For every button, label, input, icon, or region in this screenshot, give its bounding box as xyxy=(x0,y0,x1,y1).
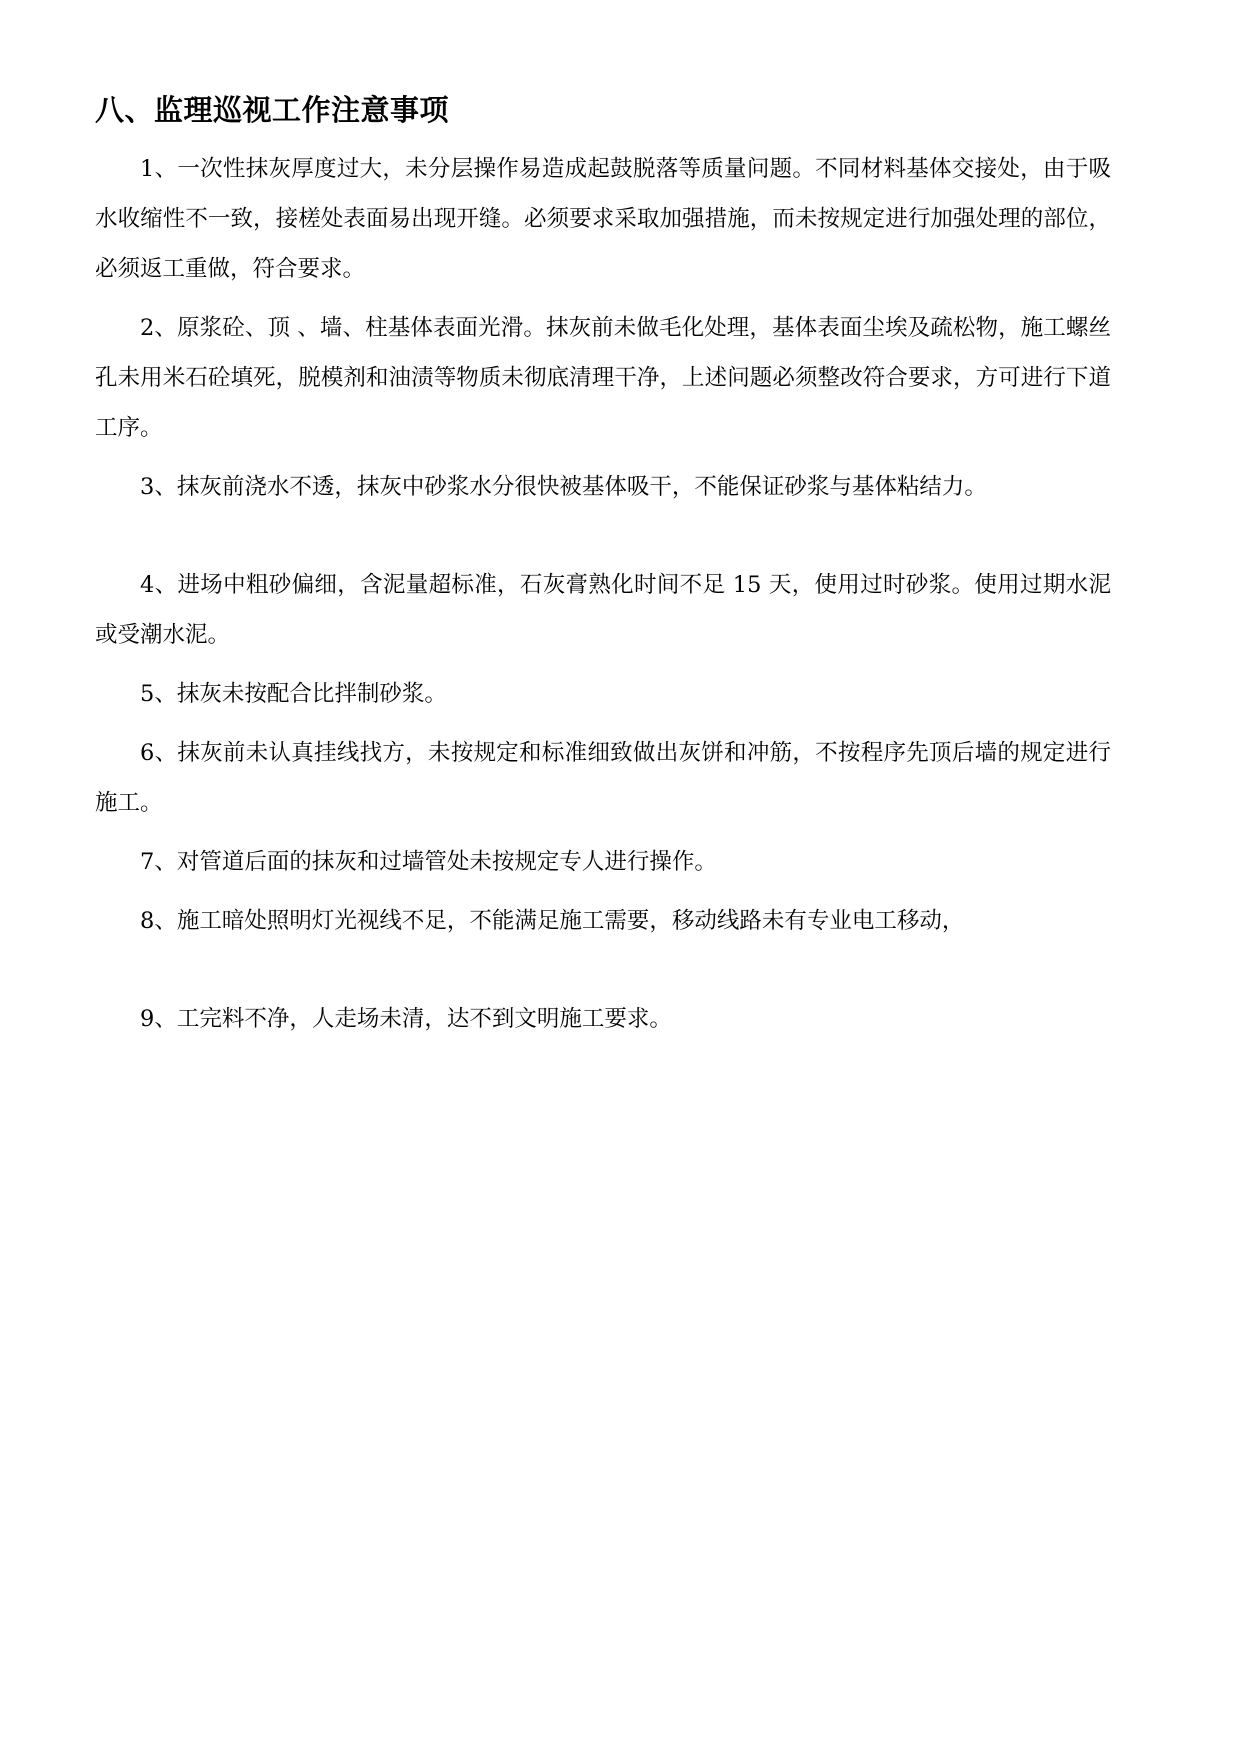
list-item: 3、抹灰前浇水不透，抹灰中砂浆水分很快被基体吸干，不能保证砂浆与基体粘结力。 xyxy=(140,474,987,500)
section-heading: 八、监理巡视工作注意事项 xyxy=(95,93,450,127)
list-item: 2、原浆砼、顶 、墙、柱基体表面光滑。抹灰前未做毛化处理，基体表面尘埃及疏松物，施工螺丝孔未用米石砼填死，脱模剂和油渍等物质未彻底清理干净，上述问题必须整改符合要求，方可进行下道工序。 xyxy=(95,315,1111,441)
document-body xyxy=(95,86,1111,1053)
list-item: 8、施工暗处照明灯光视线不足，不能满足施工需要，移动线路未有专业电工移动， xyxy=(140,908,965,934)
list-item: 4、进场中粗砂偏细，含泥量超标准，石灰膏熟化时间不足 15 天，使用过时砂浆。使用过期水泥或受潮水泥。 xyxy=(95,572,1111,648)
list-item: 7、对管道后面的抹灰和过墙管处未按规定专人进行操作。 xyxy=(140,849,717,875)
list-item: 5、抹灰未按配合比拌制砂浆。 xyxy=(140,681,447,707)
list-item: 6、抹灰前未认真挂线找方，未按规定和标准细致做出灰饼和冲筋，不按程序先顶后墙的规定进行施工。 xyxy=(95,740,1111,816)
list-item: 9、工完料不净，人走场未清，达不到文明施工要求。 xyxy=(140,1006,672,1032)
list-item: 1、一次性抹灰厚度过大，未分层操作易造成起鼓脱落等质量问题。不同材料基体交接处，由于吸水收缩性不一致，接槎处表面易出现开缝。必须要求采取加强措施，而未按规定进行加强处理的部位，必须返工重做，符合要求。 xyxy=(95,156,1111,282)
